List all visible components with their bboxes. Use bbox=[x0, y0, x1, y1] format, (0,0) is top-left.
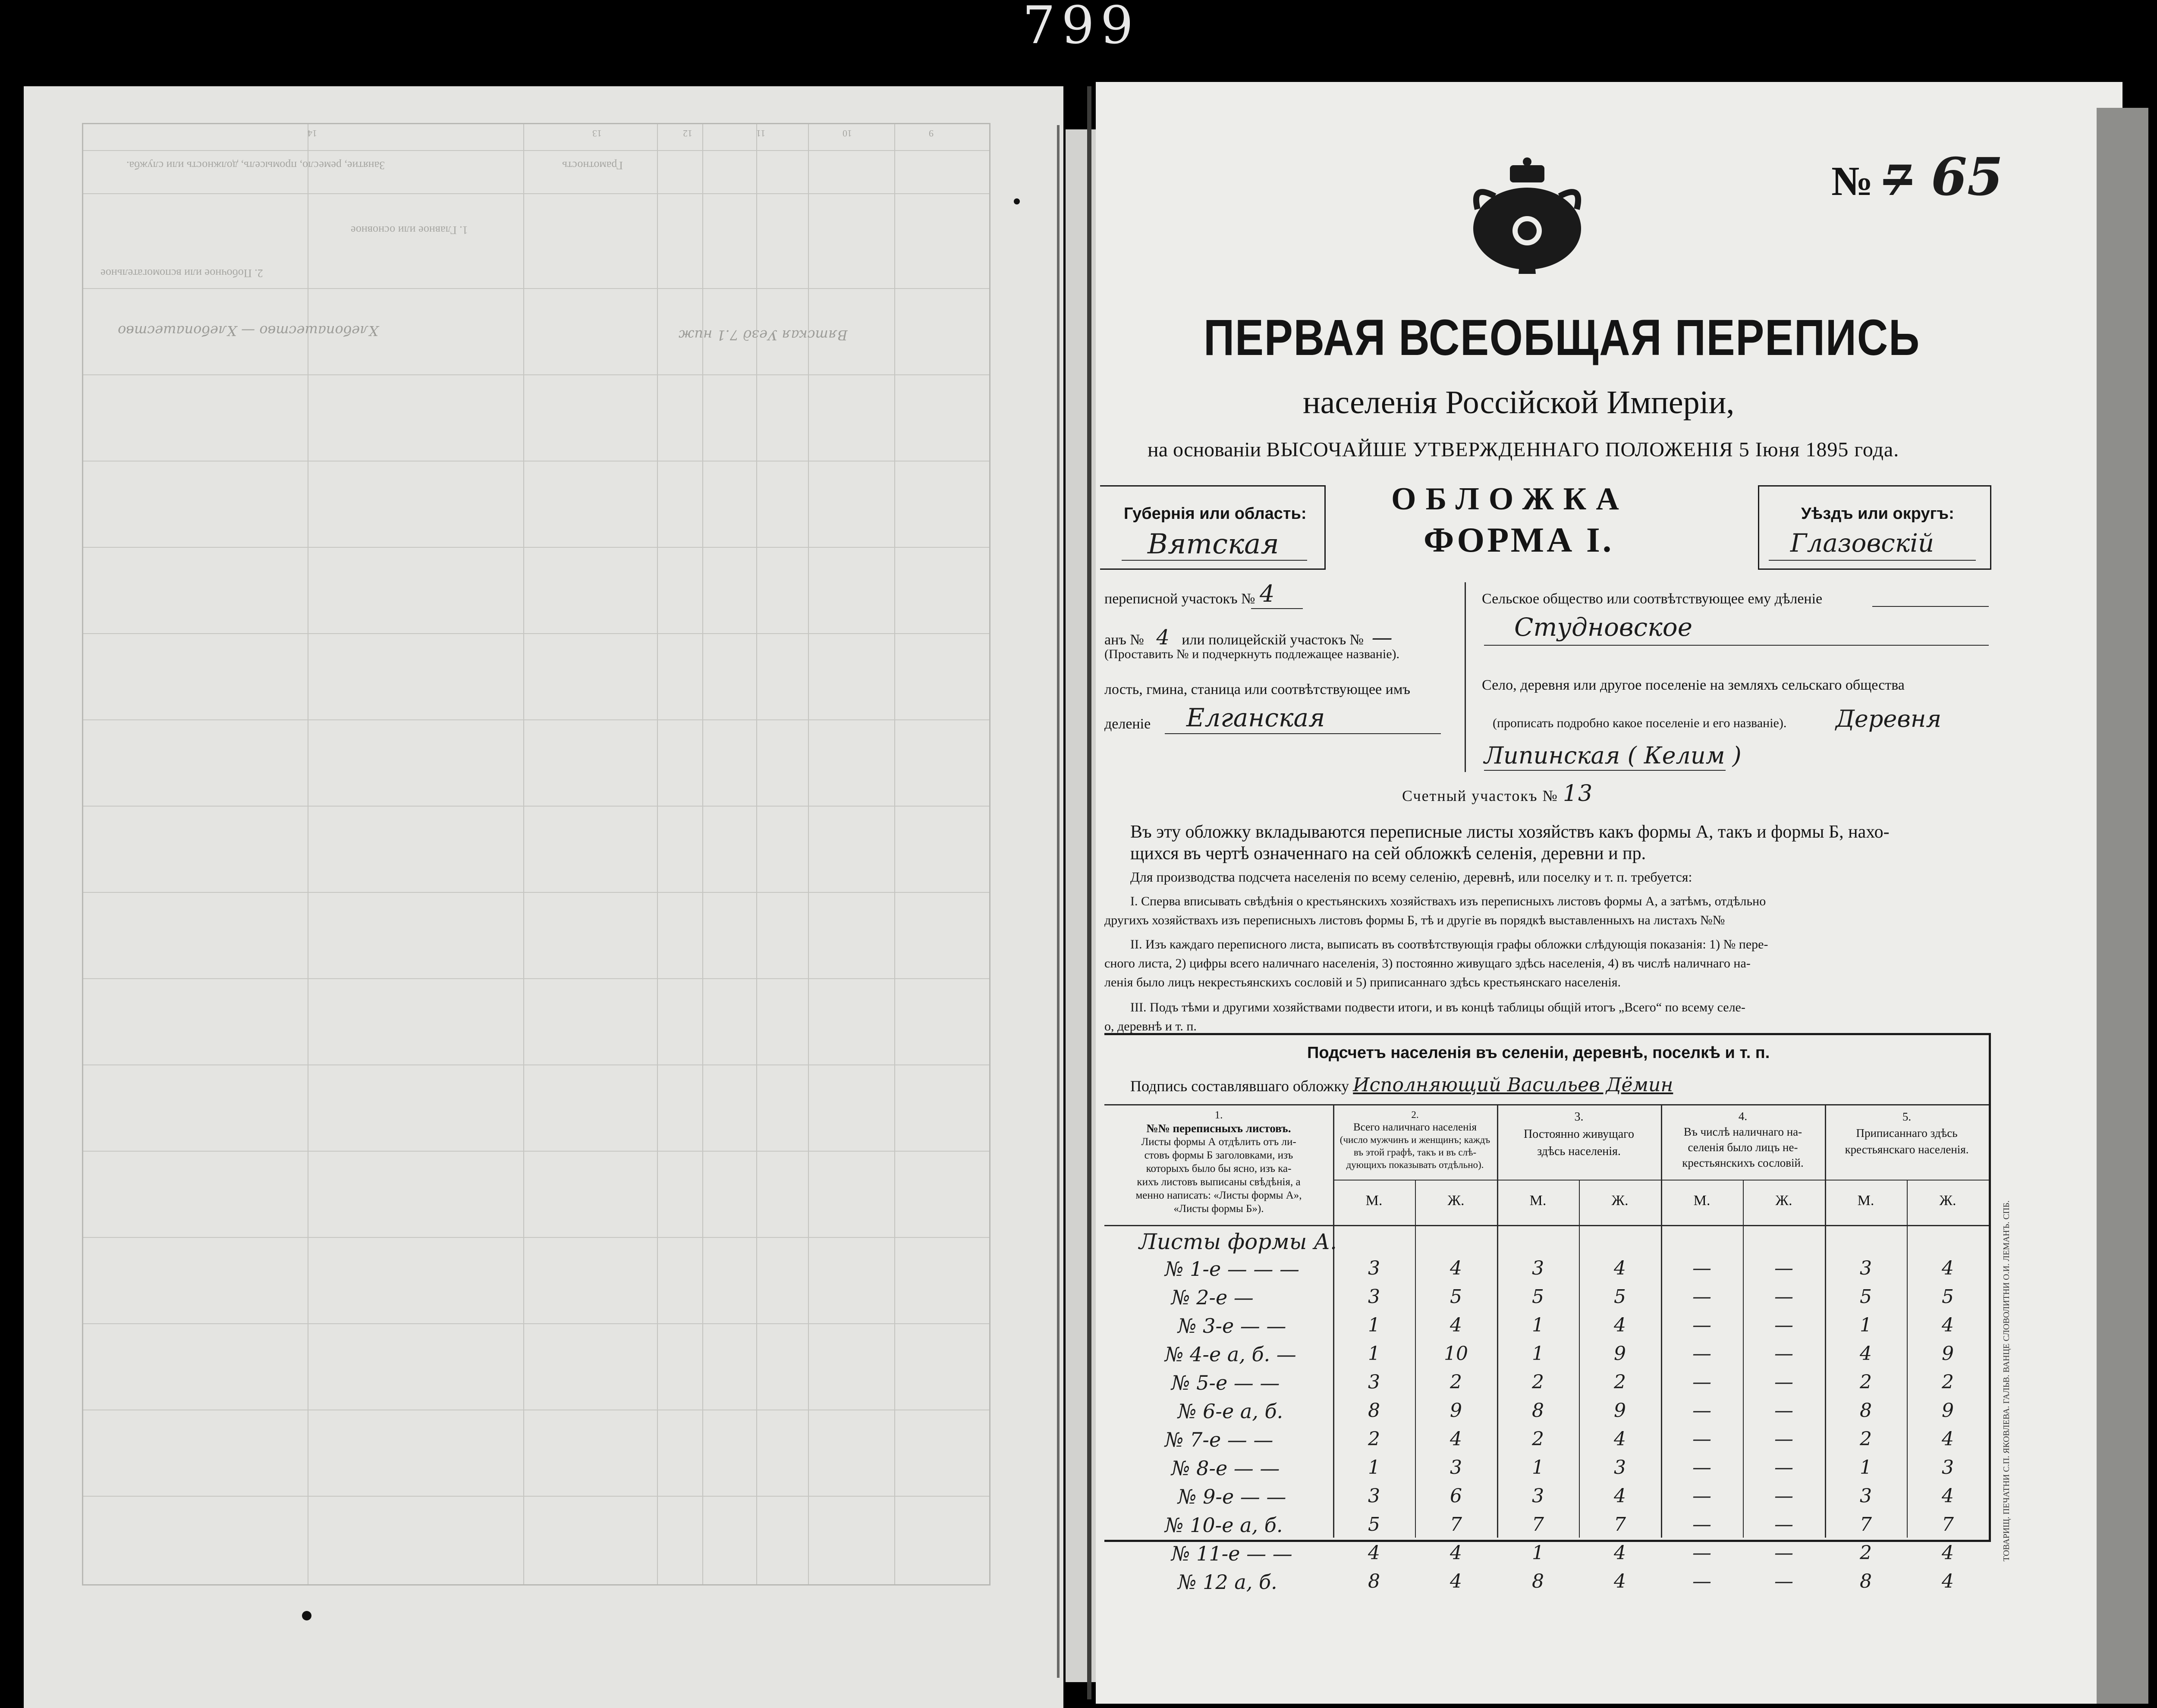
society-value: Студновское bbox=[1514, 612, 1693, 642]
row-cell-c3f: 3 bbox=[1614, 1457, 1626, 1479]
row-sheet-number: № 1-е — — — bbox=[1165, 1257, 1300, 1281]
row-cell-c5f: 4 bbox=[1942, 1257, 1954, 1279]
field-divider bbox=[1465, 582, 1466, 772]
instruction-line: о, деревнѣ и т. п. bbox=[1104, 1019, 1197, 1033]
sex-m: М. bbox=[1857, 1193, 1874, 1209]
instruction-line: I. Сперва вписывать свѣдѣнія о крестьянскихъ хозяйствахъ изъ переписныхъ листовъ формы А, а затѣмъ, отдѣльно bbox=[1130, 894, 1766, 908]
row-cell-c2f: 4 bbox=[1450, 1257, 1462, 1279]
hole-punch-mark bbox=[302, 1611, 311, 1620]
instruction-line: другихъ хозяйствахъ изъ переписныхъ листовъ формы Б, тѣ и другіе въ порядкѣ выставленныхъ на листахъ №№ bbox=[1104, 913, 1725, 927]
row-cell-c5m: 3 bbox=[1860, 1257, 1872, 1279]
society-label: Сельское общество или соотвѣтствующее ему дѣленіе bbox=[1482, 591, 1823, 607]
left-page-edge-line bbox=[1057, 125, 1060, 1678]
col-header-2: 2. Всего наличнаго населенія (число мужчинъ и женщинъ; каждъ въ этой графѣ, такъ и въ слѣ- дующихъ показывать отдѣльно). bbox=[1339, 1109, 1490, 1170]
row-cell-c3f: 9 bbox=[1614, 1400, 1626, 1422]
col-divider-sex bbox=[1907, 1180, 1908, 1538]
row-cell-c5m: 1 bbox=[1860, 1457, 1872, 1479]
sheet-number: № 7 65 bbox=[1831, 147, 2003, 207]
row-cell-c2m: 2 bbox=[1368, 1428, 1380, 1450]
sex-f: Ж. bbox=[1447, 1193, 1465, 1209]
col-number-12: 12 bbox=[683, 128, 692, 139]
row-cell-c5m: 2 bbox=[1860, 1542, 1872, 1564]
row-cell-c4f: — bbox=[1774, 1314, 1793, 1336]
row-cell-c3f: 4 bbox=[1614, 1428, 1626, 1450]
row-cell-c5f: 9 bbox=[1942, 1400, 1954, 1422]
sex-m: М. bbox=[1365, 1193, 1383, 1209]
row-cell-c5f: 4 bbox=[1942, 1428, 1954, 1450]
sex-f: Ж. bbox=[1939, 1193, 1956, 1209]
society-underline bbox=[1484, 645, 1989, 646]
row-cell-c2m: 4 bbox=[1368, 1542, 1380, 1564]
row-sheet-number: № 4-е а, б. — bbox=[1165, 1343, 1296, 1366]
row-cell-c2m: 8 bbox=[1368, 1570, 1380, 1592]
form-label: ФОРМА I. bbox=[1424, 520, 1614, 559]
sex-m: М. bbox=[1693, 1193, 1711, 1209]
col-divider bbox=[1333, 1104, 1334, 1538]
document-subtitle: населенія Россійской Имперіи, bbox=[1303, 384, 1735, 421]
row-sheet-number: № 12 а, б. bbox=[1178, 1570, 1277, 1594]
page-stack-edge bbox=[1066, 129, 1098, 1682]
volost-value: Елганская bbox=[1186, 703, 1325, 732]
left-reverse-grid bbox=[82, 123, 990, 1586]
village-note: (прописать подробно какое поселеніе и его названіе). bbox=[1493, 716, 1787, 730]
village-value-2: Липинская ( Келим ) bbox=[1484, 742, 1742, 769]
row-cell-c5f: 7 bbox=[1942, 1513, 1954, 1535]
village-label: Село, деревня или другое поселеніе на земляхъ сельскаго общества bbox=[1482, 677, 1905, 693]
volost-underline bbox=[1165, 733, 1441, 734]
col-number-9: 9 bbox=[929, 128, 934, 139]
row-cell-c3m: 2 bbox=[1532, 1371, 1544, 1393]
row-cell-c3m: 8 bbox=[1532, 1570, 1544, 1592]
row-cell-c4m: — bbox=[1692, 1400, 1711, 1422]
ghost-handwriting-occupation: Хлебопашество — Хлебопашество bbox=[118, 323, 379, 339]
census-area-label: переписной участокъ № bbox=[1104, 591, 1255, 607]
stan-value: 4 bbox=[1156, 625, 1170, 650]
document-basis: на основаніи ВЫСОЧАЙШЕ УТВЕРЖДЕННАГО ПОЛОЖЕНІЯ 5 Іюня 1895 года. bbox=[1148, 438, 1899, 461]
row-cell-c4f: — bbox=[1774, 1457, 1793, 1479]
row-cell-c5m: 2 bbox=[1860, 1428, 1872, 1450]
row-cell-c2f: 4 bbox=[1450, 1314, 1462, 1336]
row-cell-c3f: 4 bbox=[1614, 1570, 1626, 1592]
row-sheet-number: № 10-е а, б. bbox=[1165, 1513, 1283, 1537]
row-cell-c2f: 4 bbox=[1450, 1542, 1462, 1564]
row-cell-c5f: 2 bbox=[1942, 1371, 1954, 1393]
instruction-line: Для производства подсчета населенія по всему селенію, деревнѣ, или поселку и т. п. требуется: bbox=[1130, 869, 1692, 885]
province-value: Вятская bbox=[1148, 528, 1279, 560]
society-label-underline bbox=[1872, 606, 1989, 607]
col-header-3: 3. Постоянно живущаго здѣсь населенія. bbox=[1524, 1110, 1634, 1158]
row-cell-c3m: 8 bbox=[1532, 1400, 1544, 1422]
row-cell-c2f: 4 bbox=[1450, 1570, 1462, 1592]
count-area-label: Счетный участокъ № 13 bbox=[1402, 781, 1594, 807]
row-cell-c4m: — bbox=[1692, 1343, 1711, 1365]
hole-punch-mark bbox=[1014, 198, 1020, 204]
row-cell-c3m: 1 bbox=[1532, 1343, 1544, 1365]
row-cell-c4f: — bbox=[1774, 1286, 1793, 1308]
row-sheet-number: № 2-е — bbox=[1171, 1286, 1254, 1309]
row-cell-c5f: 4 bbox=[1942, 1542, 1954, 1564]
ghost-handwriting-row: Вятская Уезд 7.1 ниж bbox=[679, 327, 848, 343]
instruction-line: Въ эту обложку вкладываются переписные листы хозяйствъ какъ формы А, такъ и формы Б, нахо- bbox=[1130, 822, 1890, 842]
col-header-4: 4. Въ числѣ наличнаго на- селенія было лицъ не- крестьянскихъ сословій. bbox=[1682, 1110, 1804, 1169]
col-divider bbox=[1825, 1104, 1826, 1538]
col-divider bbox=[1497, 1104, 1498, 1538]
sheet-number-new: 65 bbox=[1931, 147, 2003, 207]
cover-label: ОБЛОЖКА bbox=[1391, 481, 1629, 517]
row-sheet-number: № 3-е — — bbox=[1178, 1314, 1286, 1338]
row-cell-c3f: 9 bbox=[1614, 1343, 1626, 1365]
row-cell-c2f: 9 bbox=[1450, 1400, 1462, 1422]
signature-line: Подпись составлявшаго обложку Исполняющий Васильев Дёмин bbox=[1130, 1074, 1673, 1096]
col-number-11: 11 bbox=[756, 128, 766, 139]
row-cell-c3m: 2 bbox=[1532, 1428, 1544, 1450]
row-cell-c5f: 4 bbox=[1942, 1485, 1954, 1507]
count-area-value: 13 bbox=[1563, 781, 1594, 807]
row-cell-c2m: 1 bbox=[1368, 1457, 1380, 1479]
row-sheet-number: № 11-е — — bbox=[1171, 1542, 1292, 1565]
row-sheet-number: № 6-е а, б. bbox=[1178, 1400, 1283, 1423]
ghost-subheader-secondary: 2. Побочное или вспомогательное bbox=[101, 267, 263, 279]
row-cell-c3m: 3 bbox=[1532, 1485, 1544, 1507]
col-divider-sex bbox=[1415, 1180, 1416, 1538]
row-cell-c3f: 4 bbox=[1614, 1257, 1626, 1279]
row-cell-c4m: — bbox=[1692, 1542, 1711, 1564]
row-cell-c4m: — bbox=[1692, 1457, 1711, 1479]
row-cell-c2f: 4 bbox=[1450, 1428, 1462, 1450]
village-underline bbox=[1484, 770, 1726, 771]
row-cell-c4f: — bbox=[1774, 1343, 1793, 1365]
row-cell-c4f: — bbox=[1774, 1542, 1793, 1564]
col-header-5: 5. Приписаннаго здѣсь крестьянскаго населенія. bbox=[1845, 1110, 1969, 1156]
row-cell-c4f: — bbox=[1774, 1513, 1793, 1535]
right-page-shadow bbox=[2097, 108, 2148, 1704]
row-cell-c5f: 4 bbox=[1942, 1570, 1954, 1592]
row-cell-c3f: 7 bbox=[1614, 1513, 1626, 1535]
instruction-line: ленія было лицъ некрестьянскихъ сословій и 5) приписаннаго здѣсь крестьянскаго населенія. bbox=[1104, 975, 1621, 989]
instruction-line: щихся въ чертѣ означеннаго на сей обложкѣ селенія, деревни и пр. bbox=[1130, 844, 1646, 863]
sex-m: М. bbox=[1529, 1193, 1547, 1209]
stan-label: анъ № 4 или полицейскій участокъ № — bbox=[1104, 625, 1393, 650]
row-cell-c2f: 7 bbox=[1450, 1513, 1462, 1535]
census-area-value: 4 bbox=[1260, 580, 1275, 607]
ghost-subheader-main: 1. Главное или основное bbox=[351, 224, 468, 236]
row-cell-c4m: — bbox=[1692, 1314, 1711, 1336]
row-cell-c2m: 3 bbox=[1368, 1485, 1380, 1507]
col-divider-sex bbox=[1579, 1180, 1580, 1538]
tally-header-top bbox=[1104, 1104, 1989, 1105]
district-underline bbox=[1769, 560, 1976, 561]
province-underline bbox=[1122, 560, 1307, 561]
row-sheet-number: № 5-е — — bbox=[1171, 1371, 1280, 1394]
row-cell-c3m: 1 bbox=[1532, 1542, 1544, 1564]
archive-folio-number: 799 bbox=[1022, 0, 1140, 56]
instructions bbox=[1104, 822, 1993, 1038]
ghost-header-occupation: Занятие, ремесло, промыселъ, должность или служба. bbox=[126, 159, 385, 172]
row-cell-c5m: 1 bbox=[1860, 1314, 1872, 1336]
village-value-1: Деревня bbox=[1836, 705, 1942, 732]
row-cell-c5f: 5 bbox=[1942, 1286, 1954, 1308]
row-cell-c4f: — bbox=[1774, 1371, 1793, 1393]
row-cell-c3f: 4 bbox=[1614, 1485, 1626, 1507]
row-cell-c2f: 3 bbox=[1450, 1457, 1462, 1479]
col-divider-sex bbox=[1743, 1180, 1744, 1538]
row-cell-c3f: 2 bbox=[1614, 1371, 1626, 1393]
row-cell-c3m: 5 bbox=[1532, 1286, 1544, 1308]
row-cell-c4m: — bbox=[1692, 1371, 1711, 1393]
volost-label-cont: деленіе bbox=[1104, 716, 1151, 732]
tally-header-bottom bbox=[1104, 1225, 1989, 1226]
instruction-line: II. Изъ каждаго переписного листа, выписать въ соотвѣтствующія графы обложки слѣдующія показанія: 1) № пере- bbox=[1130, 937, 1768, 951]
row-cell-c4f: — bbox=[1774, 1257, 1793, 1279]
row-cell-c3m: 1 bbox=[1532, 1314, 1544, 1336]
row-cell-c5f: 4 bbox=[1942, 1314, 1954, 1336]
printer-imprint: ТОВАРИЩ. ПЕЧАТНИ С.П. ЯКОВЛЕВА. ГАЛЬВ. ВАНЦЕ СЛОВОЛИТНИ О.И. ЛЕМАНЪ. СПБ. bbox=[2002, 1200, 2011, 1561]
row-cell-c5m: 5 bbox=[1860, 1286, 1872, 1308]
row-cell-c2m: 3 bbox=[1368, 1257, 1380, 1279]
col-number-10: 10 bbox=[843, 128, 852, 139]
district-value: Глазовскій bbox=[1790, 528, 1934, 558]
col-number-14: 14 bbox=[308, 128, 317, 139]
row-cell-c2m: 1 bbox=[1368, 1314, 1380, 1336]
census-area-underline bbox=[1251, 608, 1303, 609]
sex-f: Ж. bbox=[1611, 1193, 1629, 1209]
row-cell-c4m: — bbox=[1692, 1286, 1711, 1308]
police-value: — bbox=[1371, 625, 1393, 650]
row-cell-c4f: — bbox=[1774, 1428, 1793, 1450]
row-cell-c5f: 9 bbox=[1942, 1343, 1954, 1365]
row-sheet-number: № 8-е — — bbox=[1171, 1457, 1280, 1480]
row-cell-c2m: 3 bbox=[1368, 1371, 1380, 1393]
row-cell-c4m: — bbox=[1692, 1257, 1711, 1279]
row-cell-c3f: 4 bbox=[1614, 1314, 1626, 1336]
row-sheet-number: № 7-е — — bbox=[1165, 1428, 1273, 1451]
row-cell-c2f: 6 bbox=[1450, 1485, 1462, 1507]
signature-value: Исполняющий Васильев Дёмин bbox=[1353, 1074, 1673, 1096]
row-cell-c2m: 1 bbox=[1368, 1343, 1380, 1365]
row-cell-c5m: 2 bbox=[1860, 1371, 1872, 1393]
row-cell-c4f: — bbox=[1774, 1485, 1793, 1507]
province-label: Губернія или область: bbox=[1124, 505, 1307, 523]
row-cell-c4m: — bbox=[1692, 1513, 1711, 1535]
row-cell-c4m: — bbox=[1692, 1485, 1711, 1507]
col-divider bbox=[1661, 1104, 1662, 1538]
stan-note: (Проставить № и подчеркнуть подлежащее названіе). bbox=[1104, 647, 1399, 661]
row-cell-c2f: 5 bbox=[1450, 1286, 1462, 1308]
row-cell-c5m: 7 bbox=[1860, 1513, 1872, 1535]
row-cell-c4m: — bbox=[1692, 1428, 1711, 1450]
tally-title: Подсчетъ населенія въ селеніи, деревнѣ, поселкѣ и т. п. bbox=[1307, 1044, 1770, 1062]
row-cell-c4f: — bbox=[1774, 1400, 1793, 1422]
row-cell-c5m: 8 bbox=[1860, 1570, 1872, 1592]
row-cell-c2f: 2 bbox=[1450, 1371, 1462, 1393]
row-sheet-number: № 9-е — — bbox=[1178, 1485, 1286, 1508]
sex-f: Ж. bbox=[1775, 1193, 1792, 1209]
row-cell-c5m: 8 bbox=[1860, 1400, 1872, 1422]
document-title: ПЕРВАЯ ВСЕОБЩАЯ ПЕРЕПИСЬ bbox=[1204, 309, 1920, 366]
row-cell-c2f: 10 bbox=[1444, 1343, 1468, 1365]
row-cell-c3m: 7 bbox=[1532, 1513, 1544, 1535]
volost-label: лость, гмина, станица или соотвѣтствующее имъ bbox=[1104, 681, 1410, 697]
imperial-eagle-emblem bbox=[1469, 157, 1585, 283]
row-cell-c2m: 3 bbox=[1368, 1286, 1380, 1308]
row-cell-c2m: 5 bbox=[1368, 1513, 1380, 1535]
section-header-forms-a: Листы формы А. bbox=[1139, 1229, 1337, 1254]
row-cell-c5f: 3 bbox=[1942, 1457, 1954, 1479]
right-page-fold bbox=[1087, 86, 1091, 1699]
sheet-number-old: 7 bbox=[1883, 156, 1912, 205]
instruction-line: сного листа, 2) цифры всего наличнаго населенія, 3) постоянно живущаго здѣсь населенія, 4) въ числѣ наличнаго на- bbox=[1104, 956, 1751, 970]
row-cell-c3f: 4 bbox=[1614, 1542, 1626, 1564]
row-cell-c3m: 3 bbox=[1532, 1257, 1544, 1279]
row-cell-c3m: 1 bbox=[1532, 1457, 1544, 1479]
row-cell-c2m: 8 bbox=[1368, 1400, 1380, 1422]
row-cell-c5m: 4 bbox=[1860, 1343, 1872, 1365]
ghost-header-literacy: Грамотность bbox=[562, 159, 623, 172]
row-cell-c4f: — bbox=[1774, 1570, 1793, 1592]
row-cell-c4m: — bbox=[1692, 1570, 1711, 1592]
col-number-13: 13 bbox=[592, 128, 602, 139]
row-cell-c3f: 5 bbox=[1614, 1286, 1626, 1308]
instruction-line: III. Подъ тѣми и другими хозяйствами подвести итоги, и въ концѣ таблицы общій итогъ „Всего“ по всему селе- bbox=[1130, 1000, 1745, 1014]
district-label: Уѣздъ или округъ: bbox=[1801, 505, 1954, 523]
col-header-1: 1. №№ переписныхъ листовъ. Листы формы А отдѣлить отъ ли- стовъ формы Б заголовками, изъ которыхъ было бы ясно, изъ ка- кихъ листовъ выписаны свѣдѣнія, а менно написать: «Листы формы А», «Листы формы Б»). bbox=[1135, 1109, 1302, 1215]
row-cell-c5m: 3 bbox=[1860, 1485, 1872, 1507]
